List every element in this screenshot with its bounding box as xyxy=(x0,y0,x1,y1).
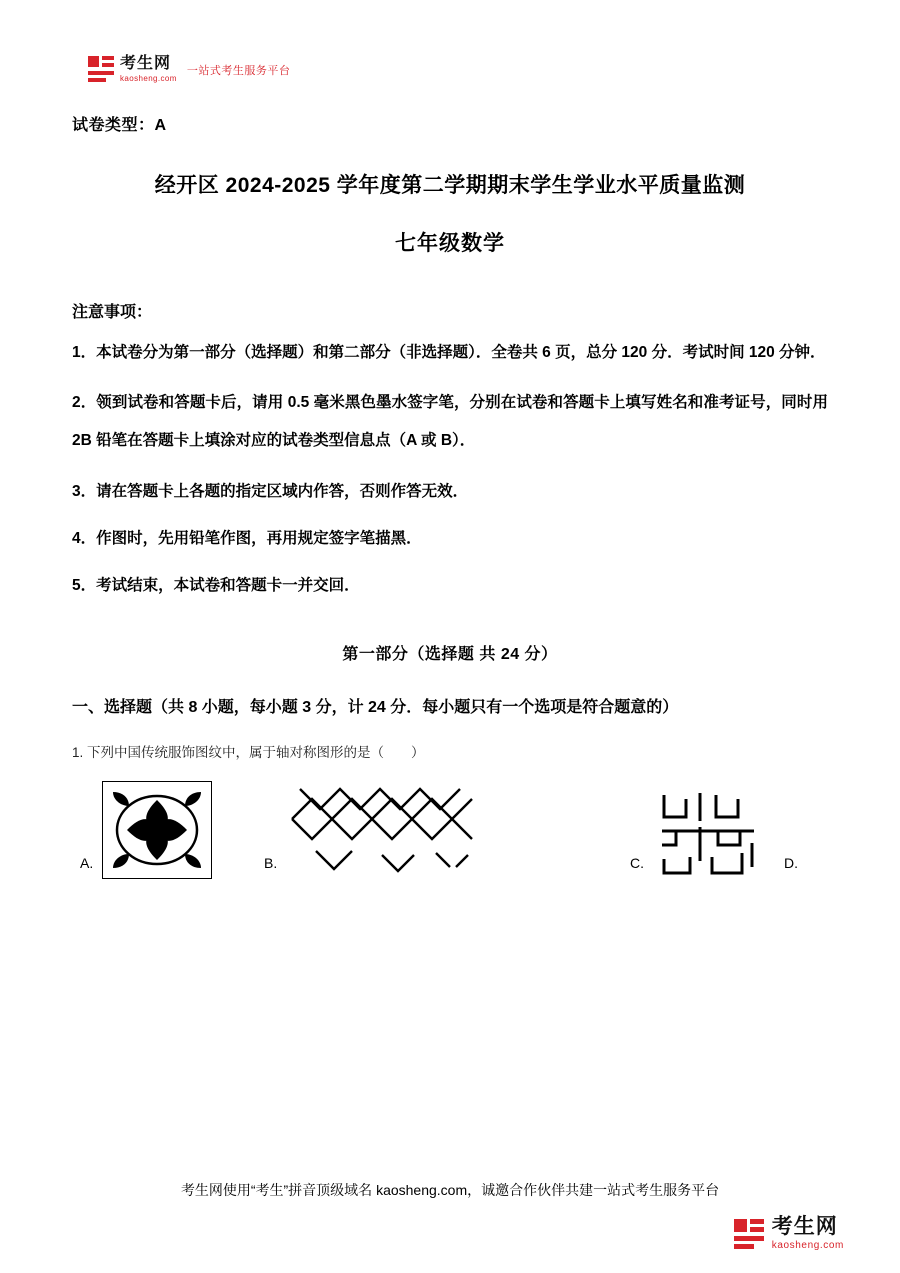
site-logo xyxy=(88,56,290,84)
notice-item-2: 2．领到试卷和答题卡后，请用 0.5 毫米黑色墨水签字笔，分别在试卷和答题卡上填写姓名和准考证号，同时用 2B 铅笔在答题卡上填涂对应的试卷类型信息点（A 或 B）． xyxy=(72,393,828,449)
option-a-figure xyxy=(102,781,212,879)
option-label-c: C. xyxy=(630,854,644,871)
page-title: 经开区 2024-2025 学年度第二学期期末学生学业水平质量监测 xyxy=(154,174,746,197)
notice-item-3: 3．请在答题卡上各题的指定区域内作答，否则作答无效． xyxy=(72,482,469,500)
logo-name-en: kaosheng.com xyxy=(120,74,177,84)
question-1-options xyxy=(72,771,828,881)
part-title: 第一部分（选择题 共 24 分） xyxy=(342,645,558,663)
logo-mark-icon xyxy=(88,56,114,84)
option-c-figure xyxy=(656,787,762,879)
option-label-b: B. xyxy=(264,854,278,871)
notice-item-5: 5．考试结束，本试卷和答题卡一并交回． xyxy=(72,576,360,594)
footer-logo-name-en: kaosheng.com xyxy=(771,1240,844,1252)
document-content xyxy=(72,112,828,881)
option-label-a: A. xyxy=(80,854,94,871)
section-heading: 一、选择题（共 8 小题，每小题 3 分，计 24 分．每小题只有一个选项是符合题意的） xyxy=(72,698,679,716)
notice-item-4: 4．作图时，先用铅笔作图，再用规定签字笔描黑． xyxy=(72,529,422,547)
page-subtitle: 七年级数学 xyxy=(395,232,505,255)
footer-logo-name-cn: 考生网 xyxy=(771,1215,838,1238)
paper-type: 试卷类型：A xyxy=(72,117,167,134)
option-label-d: D. xyxy=(784,854,798,871)
logo-text xyxy=(120,56,177,83)
footer-note: 考生网使用“考生”拼音顶级域名 kaosheng.com，诚邀合作伙伴共建一站式考生服务平台 xyxy=(180,1182,720,1198)
logo-tagline: 一站式考生服务平台 xyxy=(186,65,291,77)
logo-name-cn: 考生网 xyxy=(120,55,172,73)
footer-site-logo xyxy=(734,1216,844,1252)
option-b-figure xyxy=(286,775,486,879)
question-1-text: 1. 下列中国传统服饰图纹中，属于轴对称图形的是（ ） xyxy=(72,744,425,760)
notice-heading: 注意事项： xyxy=(72,304,153,321)
notice-item-1: 1．本试卷分为第一部分（选择题）和第二部分（非选择题）．全卷共 6 页，总分 120 分．考试时间 120 分钟． xyxy=(72,344,826,361)
footer-logo-mark-icon xyxy=(734,1219,764,1249)
